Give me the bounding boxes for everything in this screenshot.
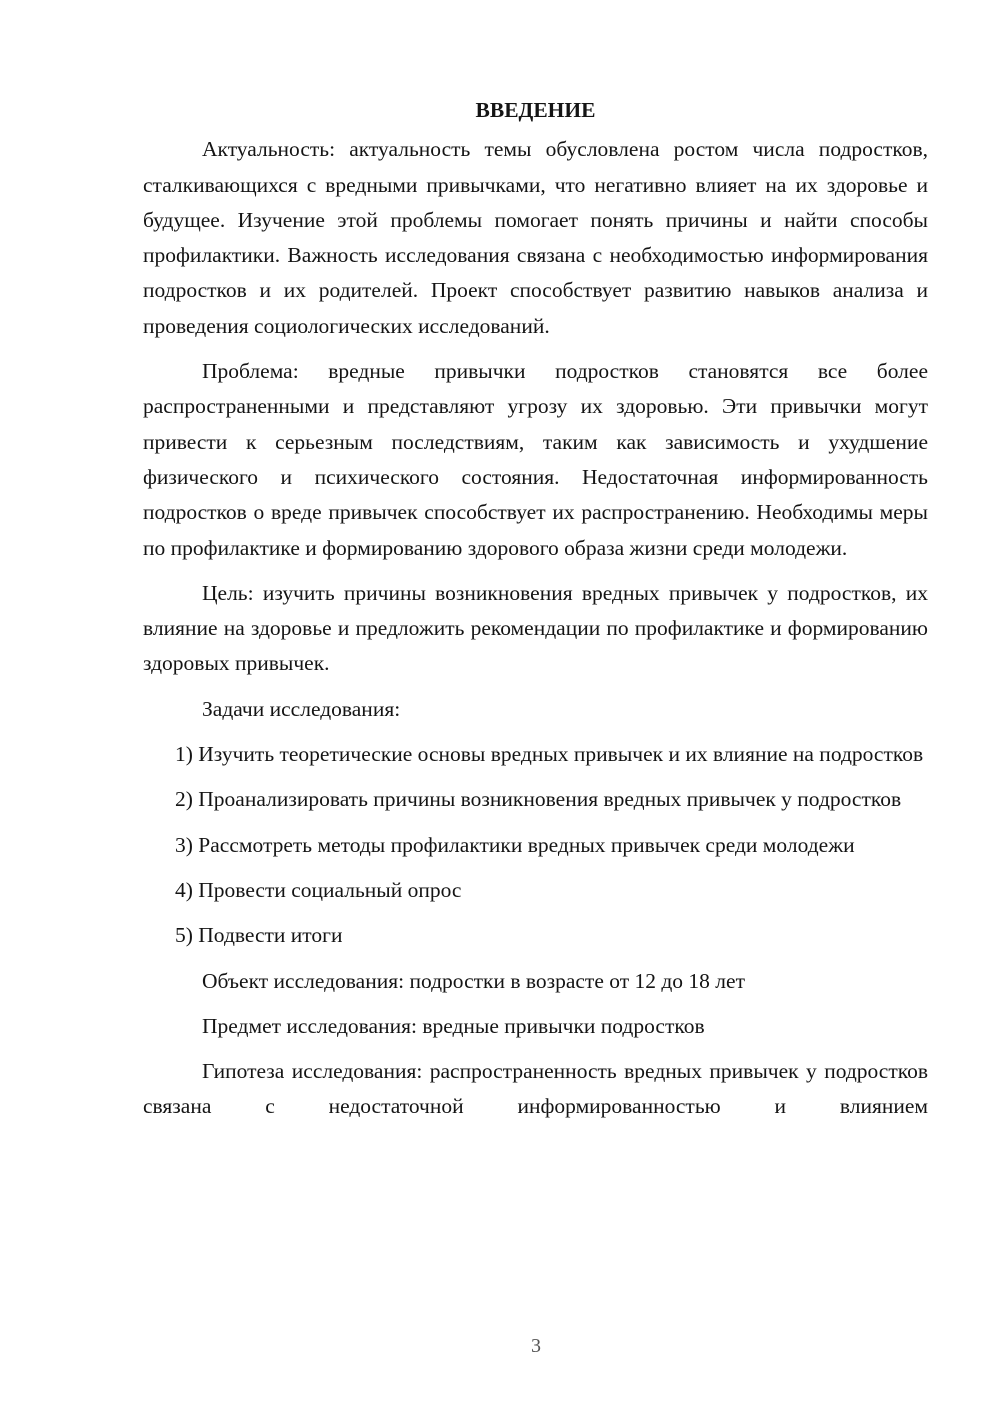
page-content [143, 93, 928, 1125]
paragraph-hypothesis: Гипотеза исследования: распространенность вредных привычек у подростков связана с недостаточной информированностью и влиянием [143, 1059, 928, 1119]
task-item-5: 5) Подвести итоги [175, 923, 343, 948]
task-item-3: 3) Рассмотреть методы профилактики вредных привычек среди молодежи [175, 832, 855, 857]
paragraph-problem: Проблема: вредные привычки подростков становятся все более распространенными и представляют угрозу их здоровью. Эти привычки могут привести к серьезным последствиям, таким как зависимость и ухудшение физического и психического состояния. Недостаточная информированность подростков о вреде привычек способствует их распространению. Необходимы меры по профилактике и формированию здорового образа жизни среди молодежи. [143, 359, 928, 560]
page-number: 3 [531, 1335, 541, 1357]
task-item-1: 1) Изучить теоретические основы вредных привычек и их влияние на подростков [175, 742, 924, 767]
paragraph-goal: Цель: изучить причины возникновения вредных привычек у подростков, их влияние на здоровье и предложить рекомендации по профилактике и формированию здоровых привычек. [143, 580, 928, 676]
task-item-4: 4) Провести социальный опрос [175, 877, 462, 902]
paragraph-subject: Предмет исследования: вредные привычки подростков [202, 1013, 705, 1038]
tasks-heading: Задачи исследования: [202, 696, 401, 721]
task-item-2: 2) Проанализировать причины возникновения вредных привычек у подростков [175, 787, 902, 812]
paragraph-object: Объект исследования: подростки в возрасте от 12 до 18 лет [202, 968, 745, 993]
paragraph-relevance: Актуальность: актуальность темы обусловлена ростом числа подростков, сталкивающихся с вредными привычками, что негативно влияет на их здоровье и будущее. Изучение этой проблемы помогает понять причины и найти способы профилактики. Важность исследования связана с необходимостью информирования подростков и их родителей. Проект способствует развитию навыков анализа и проведения социологических исследований. [143, 137, 928, 338]
section-title: ВВЕДЕНИЕ [475, 98, 596, 122]
